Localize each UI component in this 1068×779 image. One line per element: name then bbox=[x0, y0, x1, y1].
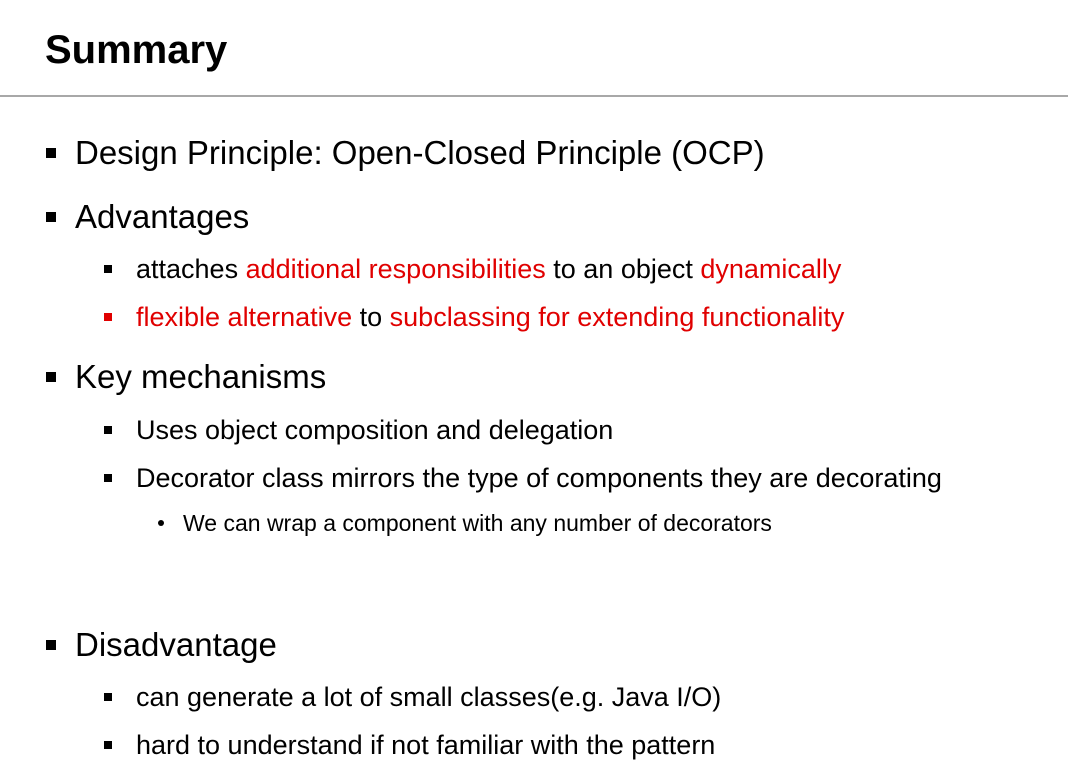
highlight-text-segment: additional responsibilities bbox=[245, 253, 546, 284]
sub-sub-bullet-wrap bbox=[158, 507, 772, 539]
slide-title: Summary bbox=[45, 28, 228, 72]
square-bullet-icon bbox=[46, 372, 56, 382]
square-bullet-icon bbox=[104, 426, 112, 434]
bullet-key-mechanisms bbox=[46, 355, 326, 399]
bullet-advantages bbox=[46, 195, 249, 239]
bullet-text: Decorator class mirrors the type of components they are decorating bbox=[136, 462, 942, 493]
bullet-text: Disadvantage bbox=[75, 626, 277, 663]
text-segment: to bbox=[352, 301, 390, 332]
bullet-text: Key mechanisms bbox=[75, 358, 327, 395]
highlight-text-segment: flexible alternative bbox=[136, 301, 353, 332]
bullet-text: Uses object composition and delegation bbox=[136, 414, 614, 445]
square-bullet-icon bbox=[104, 693, 112, 701]
bullet-text: can generate a lot of small classes(e.g. Java I/O) bbox=[136, 681, 722, 712]
sub-bullet-attaches bbox=[104, 251, 841, 287]
bullet-text: We can wrap a component with any number of decorators bbox=[183, 509, 772, 536]
square-bullet-icon bbox=[104, 741, 112, 749]
sub-bullet-composition bbox=[104, 412, 613, 448]
highlight-text-segment: subclassing for extending functionality bbox=[389, 301, 845, 332]
bullet-text: Design Principle: Open-Closed Principle (OCP) bbox=[75, 134, 765, 171]
bullet-text: hard to understand if not familiar with the pattern bbox=[136, 729, 716, 760]
bullet-text: Advantages bbox=[75, 198, 250, 235]
title-divider bbox=[0, 95, 1068, 97]
square-bullet-icon bbox=[46, 640, 56, 650]
text-segment: attaches bbox=[136, 253, 246, 284]
bullet-design-principle bbox=[46, 131, 765, 175]
square-bullet-icon bbox=[46, 148, 56, 158]
highlight-text-segment: dynamically bbox=[700, 253, 842, 284]
text-segment: to an object bbox=[545, 253, 701, 284]
bullet-disadvantage bbox=[46, 623, 277, 667]
sub-bullet-decorator-class bbox=[104, 460, 942, 496]
square-bullet-icon bbox=[104, 474, 112, 482]
sub-bullet-flexible bbox=[104, 299, 844, 335]
round-bullet-icon bbox=[158, 520, 164, 526]
square-bullet-icon bbox=[104, 265, 112, 273]
square-bullet-icon bbox=[46, 212, 56, 222]
square-bullet-icon bbox=[104, 313, 112, 321]
sub-bullet-small-classes bbox=[104, 679, 721, 715]
sub-bullet-hard-to-understand bbox=[104, 727, 715, 763]
